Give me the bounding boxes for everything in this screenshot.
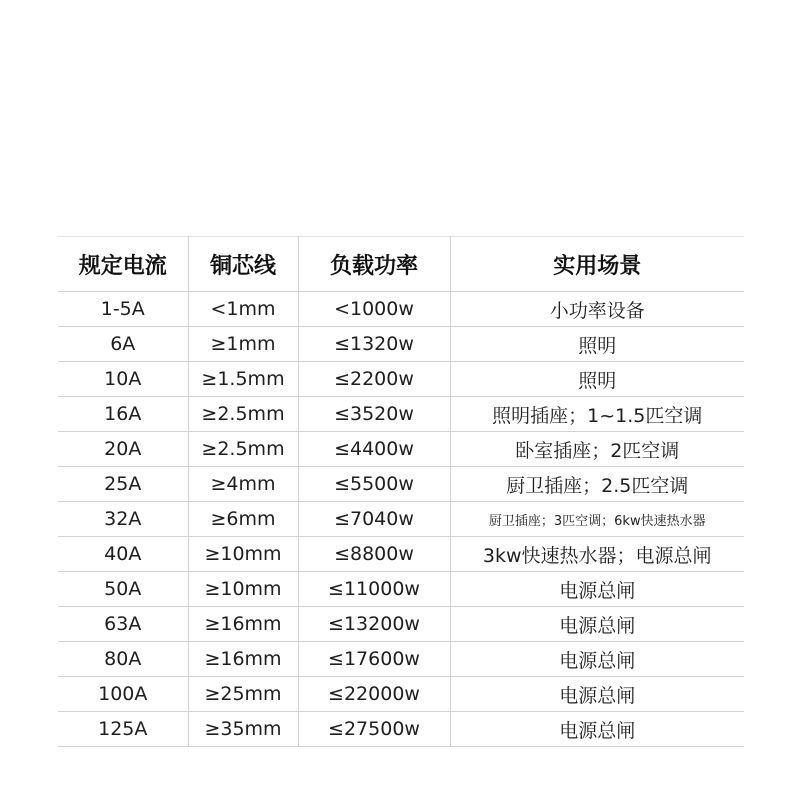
cell-scenario: 卧室插座；2匹空调 (450, 432, 744, 467)
header-usage-scenario: 实用场景 (450, 237, 744, 292)
cell-wire: ≥4mm (188, 467, 298, 502)
header-copper-wire: 铜芯线 (188, 237, 298, 292)
cell-scenario: 电源总闸 (450, 642, 744, 677)
cell-power: ≤2200w (298, 362, 450, 397)
table-row (58, 537, 744, 572)
cell-wire: ≥25mm (188, 677, 298, 712)
cell-scenario: 厨卫插座；3匹空调；6kw快速热水器 (450, 502, 744, 537)
cell-scenario: 电源总闸 (450, 572, 744, 607)
table-row (58, 677, 744, 712)
table-row (58, 572, 744, 607)
cell-wire: ≥2.5mm (188, 432, 298, 467)
cell-current: 16A (58, 397, 188, 432)
cell-power: ≤3520w (298, 397, 450, 432)
cell-scenario: 照明 (450, 362, 744, 397)
header-load-power: 负载功率 (298, 237, 450, 292)
cell-current: 63A (58, 607, 188, 642)
table-row (58, 607, 744, 642)
cell-current: 50A (58, 572, 188, 607)
cell-current: 10A (58, 362, 188, 397)
cell-wire: ≥10mm (188, 572, 298, 607)
cell-scenario: 照明插座；1~1.5匹空调 (450, 397, 744, 432)
cell-power: ≤17600w (298, 642, 450, 677)
cell-current: 1-5A (58, 292, 188, 327)
table-row (58, 432, 744, 467)
cell-power: ≤5500w (298, 467, 450, 502)
cell-power: ≤22000w (298, 677, 450, 712)
cell-wire: ≥16mm (188, 642, 298, 677)
cell-scenario: 电源总闸 (450, 712, 744, 747)
cell-wire: ≥35mm (188, 712, 298, 747)
cell-power: ≤13200w (298, 607, 450, 642)
cell-current: 6A (58, 327, 188, 362)
cell-wire: ≥10mm (188, 537, 298, 572)
cell-wire: <1mm (188, 292, 298, 327)
table-row (58, 362, 744, 397)
table-row (58, 327, 744, 362)
cell-scenario: 厨卫插座；2.5匹空调 (450, 467, 744, 502)
cell-power: ≤8800w (298, 537, 450, 572)
cell-wire: ≥1.5mm (188, 362, 298, 397)
cell-scenario: 电源总闸 (450, 607, 744, 642)
cell-current: 125A (58, 712, 188, 747)
table-row (58, 467, 744, 502)
cell-current: 100A (58, 677, 188, 712)
current-spec-table (58, 236, 744, 747)
cell-wire: ≥6mm (188, 502, 298, 537)
cell-power: <1000w (298, 292, 450, 327)
cell-current: 40A (58, 537, 188, 572)
cell-power: ≤1320w (298, 327, 450, 362)
cell-power: ≤27500w (298, 712, 450, 747)
header-rated-current: 规定电流 (58, 237, 188, 292)
table-row (58, 397, 744, 432)
table-row (58, 712, 744, 747)
cell-wire: ≥1mm (188, 327, 298, 362)
cell-current: 32A (58, 502, 188, 537)
table-header-row (58, 237, 744, 292)
cell-current: 20A (58, 432, 188, 467)
table-row (58, 292, 744, 327)
cell-scenario: 电源总闸 (450, 677, 744, 712)
cell-scenario: 3kw快速热水器；电源总闸 (450, 537, 744, 572)
cell-current: 80A (58, 642, 188, 677)
cell-wire: ≥2.5mm (188, 397, 298, 432)
cell-power: ≤7040w (298, 502, 450, 537)
cell-wire: ≥16mm (188, 607, 298, 642)
cell-current: 25A (58, 467, 188, 502)
table-row (58, 642, 744, 677)
cell-power: ≤4400w (298, 432, 450, 467)
cell-scenario: 小功率设备 (450, 292, 744, 327)
table-row (58, 502, 744, 537)
cell-scenario: 照明 (450, 327, 744, 362)
cell-power: ≤11000w (298, 572, 450, 607)
